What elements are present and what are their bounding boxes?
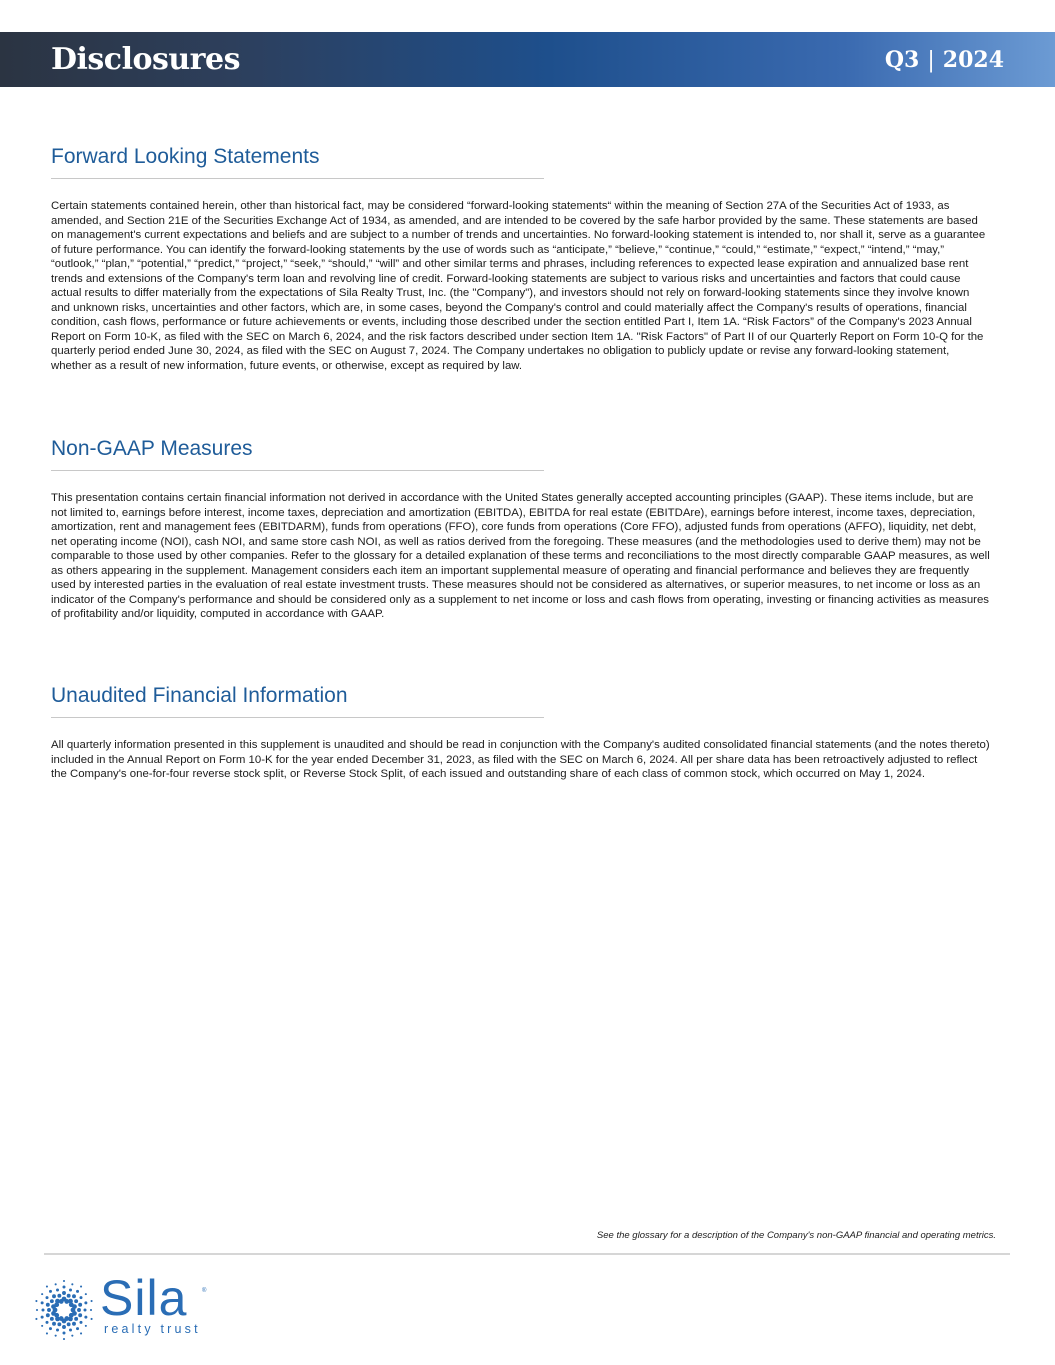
report-year: 2024: [942, 47, 1004, 73]
section-body: This presentation contains certain financial information not derived in accordance with the United States generally accepted accounting principles (GAAP). These items include, but are not limited to, earnings before interest, income taxes, depreciation and amortization (EBITDA), EBITDA for real estate (EBITDAre), earnings before interest, income taxes, depreciation, amortization, rent and management fees (EBITDARM), funds from operations (FFO), core funds from operations (Core FFO), adjusted funds from operations (AFFO), liquidity, net debt, net operating income (NOI), cash NOI, and same store cash NOI, as well as ratios derived from the foregoing. These measures (and the methodologies used to derive them) may not be comparable to those used by other companies. Refer to the glossary for a detailed explanation of these terms and reconciliations to the most directly comparable GAAP measures, as well as others appearing in the supplement. Management considers each item an important supplemental measure of operating and financial performance and believes they are frequently used by interested parties in the evaluation of real estate investment trusts. These measures should not be considered as alternatives, or superior measures, to net income or loss as an indicator of the Company's performance and should be considered only as a supplement to net income or loss and cash flows from operating, investing or financing activities as measures of profitability and/or liquidity, computed in accordance with GAAP.: [51, 492, 990, 620]
section-body: All quarterly information presented in this supplement is unaudited and should be read in conjunction with the Company's audited consolidated financial statements (and the notes thereto) included in the Annual Report on Form 10-K for the year ended December 31, 2023, as filed with the SEC on March 6, 2024. All per share data has been retroactively adjusted to reflect the Company's one-for-four reverse stock split, or Reverse Stock Split, of each issued and outstanding share of each class of common stock, which occurred on May 1, 2024.: [51, 739, 990, 780]
forward-looking-statements-section: [51, 143, 991, 373]
section-divider: [51, 470, 544, 471]
report-quarter: Q3: [884, 47, 920, 73]
section-divider: [51, 717, 544, 718]
logo-tagline: realty trust: [104, 1322, 201, 1336]
section-heading: Non-GAAP Measures: [51, 437, 253, 460]
period-separator: |: [927, 48, 935, 73]
section-divider: [51, 178, 544, 179]
sila-logo: [32, 1270, 222, 1346]
section-heading: Forward Looking Statements: [51, 145, 320, 168]
logo-wordmark: Sila: [100, 1270, 188, 1326]
starburst-icon: [32, 1276, 96, 1340]
unaudited-financial-information-section: [51, 682, 991, 782]
footer-divider: [44, 1253, 1010, 1255]
non-gaap-measures-section: [51, 435, 991, 622]
report-period: [885, 44, 1004, 77]
section-heading: Unaudited Financial Information: [51, 684, 348, 707]
logo-registered-mark: ®: [202, 1288, 207, 1294]
section-body: Certain statements contained herein, other than historical fact, may be considered “forward-looking statements“ within the meaning of Section 27A of the Securities Act of 1933, as amended, and Section 21E of the Securities Exchange Act of 1934, as amended, and are intended to be covered by the safe harbor provided by the same. These statements are based on management's current expectations and beliefs and are subject to a number of trends and uncertainties. No forward-looking statement is intended to, nor shall it, serve as a guarantee of future performance. You can identify the forward-looking statements by the use of words such as “anticipate,” “believe,” “continue,” “could,” “estimate,” “expect,” “intend,” “may,” “outlook,” “plan,” “potential,” “predict,” “project,” “seek,” “should,” “will” and other similar terms and phrases, including references to expected lease expiration and annualized base rent trends and extensions of the Company's term loan and revolving line of credit. Forward-looking statements are subject to various risks and uncertainties and factors that could cause actual results to differ materially from the expectations of Sila Realty Trust, Inc. (the "Company"), and investors should not rely on forward-looking statements since they involve known and unknown risks, uncertainties and other factors, which are, in some cases, beyond the Company's control and could materially affect the Company's results of operations, financial condition, cash flows, performance or future achievements or events, including those described under the section entitled Part I, Item 1A. “Risk Factors” of the Company's 2023 Annual Report on Form 10-K, as filed with the SEC on March 6, 2024, and the risk factors described under section Item 1A. "Risk Factors" of Part II of our Quarterly Report on Form 10-Q for the quarterly period ended June 30, 2024, as filed with the SEC on August 7, 2024. The Company undertakes no obligation to publicly update or revise any forward-looking statement, whether as a result of new information, future events, or otherwise, except as required by law.: [51, 200, 986, 372]
glossary-footnote: See the glossary for a description of the Company's non-GAAP financial and operating metrics.: [596, 1230, 996, 1241]
page-title: Disclosures: [51, 42, 240, 77]
